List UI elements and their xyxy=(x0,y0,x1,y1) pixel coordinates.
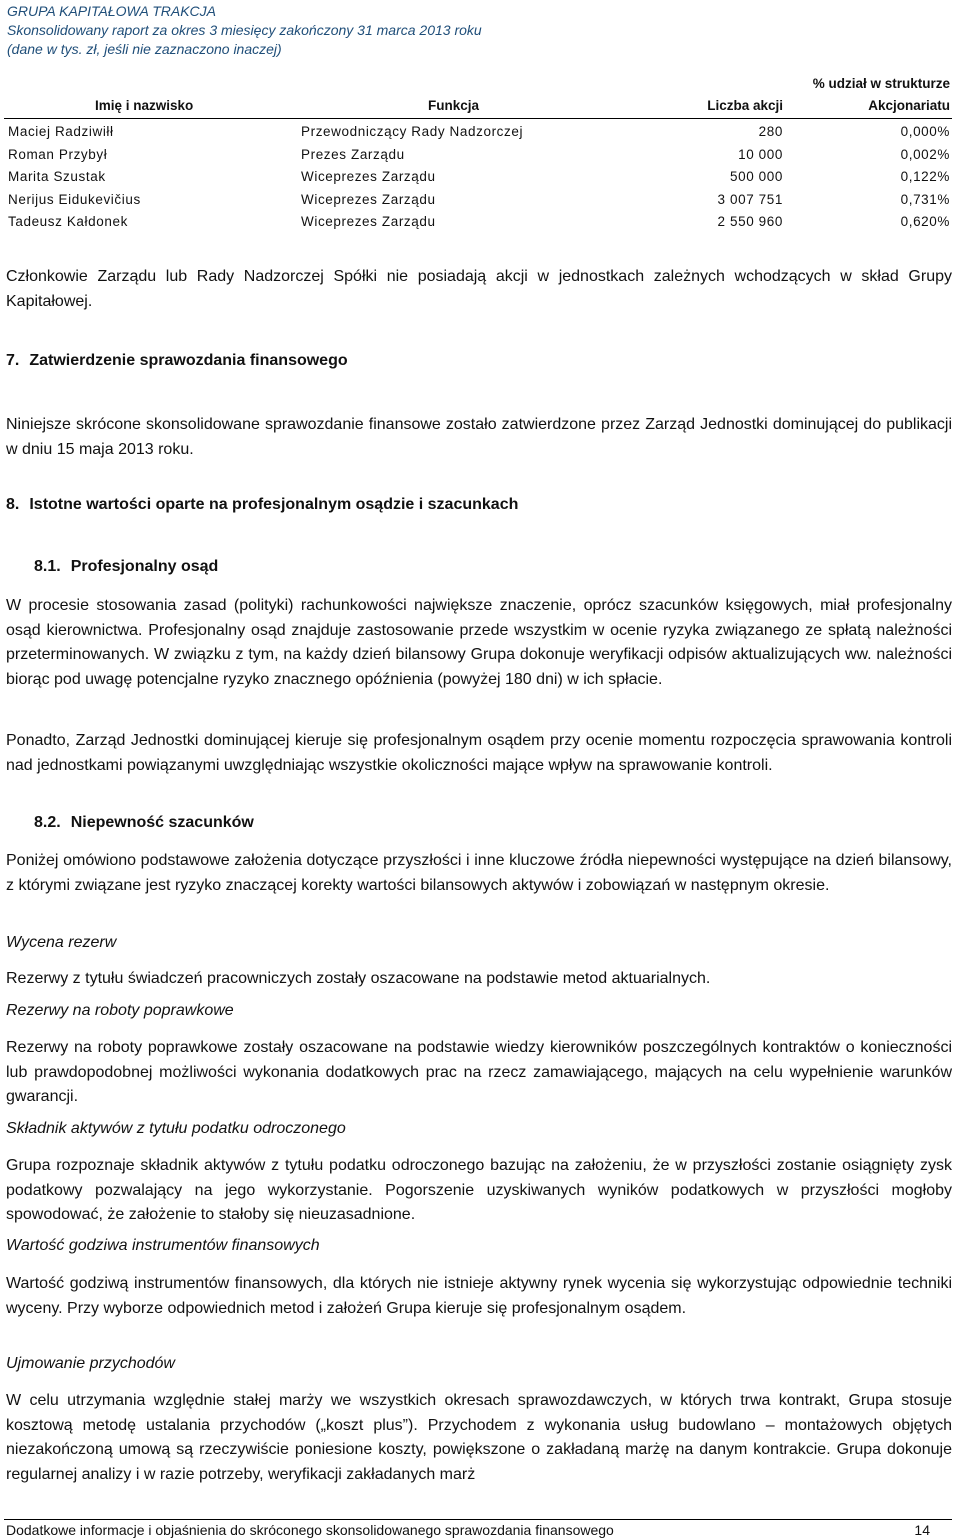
section-8-2-heading xyxy=(34,814,254,832)
cell-pct: 0,122% xyxy=(900,169,950,184)
cell-pct: 0,000% xyxy=(900,124,950,139)
section-7-heading xyxy=(6,352,348,370)
section-8-2-intro: Poniżej omówiono podstawowe założenia dotyczące przyszłości i inne kluczowe źródła niepewności występujące na dzień bilansowy, z którymi związane jest ryzyko znaczącej korekty wartości bilansowych aktywów i zobowiązań w następnym okresie. xyxy=(6,852,952,894)
section-7-title: Zatwierdzenie sprawozdania finansowego xyxy=(29,352,348,369)
col-header-pct: Akcjonariatu xyxy=(868,98,950,113)
cell-shares: 3 007 751 xyxy=(717,191,783,207)
cell-shares: 10 000 xyxy=(738,146,783,162)
cell-name: Nerijus Eidukevičius xyxy=(8,191,141,207)
cell-name: Marita Szustak xyxy=(8,169,106,184)
section-8-2-number: 8.2. xyxy=(34,814,61,831)
page-number: 14 xyxy=(914,1522,930,1538)
cell-role: Prezes Zarządu xyxy=(301,146,405,162)
col-header-pct-top: % udział w strukturze xyxy=(812,76,950,91)
footer-rule xyxy=(4,1519,952,1520)
cell-role: Wiceprezes Zarządu xyxy=(301,214,436,229)
cell-shares: 280 xyxy=(758,124,783,139)
col-header-role: Funkcja xyxy=(428,98,480,113)
col-header-name: Imię i nazwisko xyxy=(95,98,194,113)
section-7-text: Niniejsze skrócone skonsolidowane sprawozdanie finansowe zostało zatwierdzone przez Zarząd Jednostki dominującej do publikacji w dniu 15 maja 2013 roku. xyxy=(6,416,952,458)
subsection-title: Składnik aktywów z tytułu podatku odroczonego xyxy=(6,1120,346,1137)
subsection-title: Ujmowanie przychodów xyxy=(6,1355,175,1372)
table-row xyxy=(0,167,960,190)
table-row xyxy=(0,122,960,145)
cell-shares: 2 550 960 xyxy=(717,214,783,229)
cell-name: Roman Przybył xyxy=(8,146,108,162)
subsection-text: Grupa rozpoznaje składnik aktywów z tytułu podatku odroczonego bazując na założeniu, że w przyszłości zostanie osiągnięty zysk podatkowy pozwalający na jego wykorzystanie. Pogorszenie uzyskiwanych wyników podatkowych w przyszłości mogłoby spowodować, że założenie to stałoby się nieuzasadnione. xyxy=(6,1157,952,1223)
cell-role: Wiceprezes Zarządu xyxy=(301,169,436,184)
cell-pct: 0,731% xyxy=(900,191,950,207)
section-7-number: 7. xyxy=(6,352,20,369)
col-header-shares: Liczba akcji xyxy=(707,98,783,113)
section-8-2-title: Niepewność szacunków xyxy=(70,814,254,831)
section-8-1-number: 8.1. xyxy=(34,558,61,575)
subsection-text: Rezerwy z tytułu świadczeń pracowniczych zostały oszacowane na podstawie metod aktuarialnych. xyxy=(6,970,711,987)
section-8-1-text-2: Ponadto, Zarząd Jednostki dominującej kieruje się profesjonalnym osądem przy ocenie momentu rozpoczęcia sprawowania kontroli nad jednostkami powiązanymi uwzględniając wszystkie okoliczności mające wpływ na sprawowanie kontroli. xyxy=(6,732,952,774)
cell-name: Tadeusz Kałdonek xyxy=(8,214,128,229)
subsection-title: Rezerwy na roboty poprawkowe xyxy=(6,1002,234,1019)
subsection-text: Rezerwy na roboty poprawkowe zostały oszacowane na podstawie wiedzy kierowników poszczególnych kontraktów o konieczności lub prawdopodobnej możliwości wykonania dodatkowych prac na rzecz zamawiającego, mających na celu wypełnienie warunków gwarancji. xyxy=(6,1039,952,1105)
section-8-heading xyxy=(6,496,518,514)
report-header xyxy=(7,2,947,59)
header-report-title: Skonsolidowany raport za okres 3 miesięcy zakończony 31 marca 2013 roku xyxy=(7,22,482,38)
header-company: GRUPA KAPITAŁOWA TRAKCJA xyxy=(7,3,217,19)
cell-pct: 0,002% xyxy=(900,146,950,162)
subsection-text: Wartość godziwą instrumentów finansowych, dla których nie istnieje aktywny rynek wycenia się wykorzystując odpowiednie techniki wyceny. Przy wyborze odpowiednich metod i założeń Grupa kieruje się profesjonalnym osądem. xyxy=(6,1275,952,1317)
cell-role: Wiceprezes Zarządu xyxy=(301,191,436,207)
section-8-1-title: Profesjonalny osąd xyxy=(70,558,219,575)
table-body xyxy=(0,122,960,235)
cell-shares: 500 000 xyxy=(730,169,783,184)
section-8-number: 8. xyxy=(6,496,20,513)
cell-name: Maciej Radziwiłł xyxy=(8,124,114,139)
subsection-title: Wycena rezerw xyxy=(6,934,117,951)
table-header-rule xyxy=(4,118,952,119)
table-row xyxy=(0,145,960,168)
cell-role: Przewodniczący Rady Nadzorczej xyxy=(301,124,524,139)
section-8-title: Istotne wartości oparte na profesjonalnym osądzie i szacunkach xyxy=(29,496,519,513)
members-paragraph: Członkowie Zarządu lub Rady Nadzorczej Spółki nie posiadają akcji w jednostkach zależnych wchodzących w skład Grupy Kapitałowej. xyxy=(6,268,952,310)
footer-text: Dodatkowe informacje i objaśnienia do skróconego skonsolidowanego sprawozdania finansowego xyxy=(6,1522,614,1538)
section-8-1-heading xyxy=(34,558,218,576)
subsection-title: Wartość godziwa instrumentów finansowych xyxy=(6,1237,320,1254)
cell-pct: 0,620% xyxy=(900,214,950,229)
header-units-note: (dane w tys. zł, jeśli nie zaznaczono inaczej) xyxy=(7,41,282,57)
table-row xyxy=(0,190,960,213)
section-8-1-text-1: W procesie stosowania zasad (polityki) rachunkowości największe znaczenie, oprócz szacunków księgowych, miał profesjonalny osąd kierownictwa. Profesjonalny osąd znajduje zastosowanie przede wszystkim w ocenie ryzyka związanego ze spłatą należności przeterminowanych. W związku z tym, na każdy dzień bilansowy Grupa dokonuje weryfikacji odpisów aktualizujących ww. należności biorąc pod uwagę potencjalne ryzyko znacznego opóźnienia (powyżej 180 dni) w ich spłacie. xyxy=(6,597,952,688)
table-row xyxy=(0,212,960,235)
subsection-text: W celu utrzymania względnie stałej marży we wszystkich okresach sprawozdawczych, w których trwa kontrakt, Grupa stosuje kosztową metodę ustalania przychodów („koszt plus”). Przychodem z wykonania usług budowlano – montażowych objętych niezakończoną umową są rzeczywiście poniesione koszty, powiększone o zakładaną marżę na danym kontrakcie. Grupa dokonuje regularnej analizy i w razie potrzeby, weryfikacji zakładanych marż xyxy=(6,1392,952,1483)
